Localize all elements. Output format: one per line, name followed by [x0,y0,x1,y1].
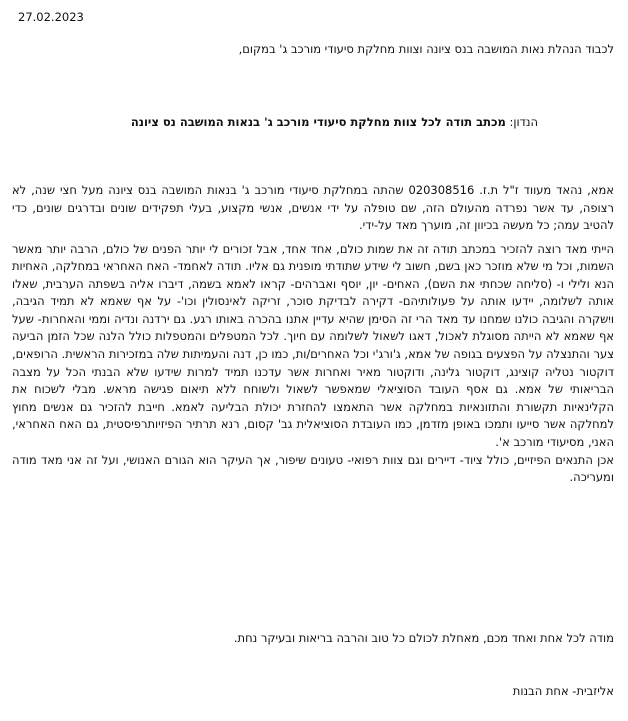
letter-thanks: מודה לכל אחת ואחד מכם, מאחלת לכולם כל טוב והרבה בריאות ובעיקר נחת. [233,631,614,645]
body-paragraph-1: אמא, נהאד מעווד ז"ל ת.ז. 020308516 שהתה במחלקת סיעודי מורכב ג' בנאות המושבה בנס ציונה מעל חצי שנה, לא רצופה, עד אשר נפרדה מהעולם הזה, שם טופלה על ידי אנשים, אנשי מקצוע, בעלי תפקידים שונים ובדרגים שונים, כדי להטיב עמה; כל מעשה בכיוון זה, מוערך מאד על-ידי. [12,183,614,232]
letter-date: 27.02.2023 [18,10,84,24]
letter-addressee: לכבוד הנהלת נאות המושבה בנס ציונה וצוות מחלקת סיעודי מורכב ג' במקום, [238,42,614,56]
body-paragraph-3: אכן התנאים הפיזיים, כולל ציוד- דיירים וגם צוות רפואי- טעונים שיפור, אך העיקר הוא הגורם האנושי, ועל זה אני מאד מודה ומעריכה. [12,452,614,485]
subject-title: מכתב תודה לכל צוות מחלקת סיעודי מורכב ג' בנאות המושבה נס ציונה [130,115,506,129]
letter-body [12,182,614,487]
letter-signature: אליזבית- אחת הבנות [512,684,614,698]
letter-subject [131,115,538,129]
subject-prefix: הנדון: [509,115,538,129]
body-paragraph-2: הייתי מאד רוצה להזכיר במכתב תודה זה את שמות כולם, אחד אחד, אבל זכורים לי יותר הפנים של כולם, הרבה יותר מאשר השמות, וכל מי שלא מוזכר כאן בשם, חשוב לי שידע שתודתי מופנית גם אליו. תודה לאחמד- האח האחראי במחלקה, האחיות הנא ולילי ו- (סליחה שכחתי את השם), האחים- יון, יוסף ואברהים- קראו לאמא בשמה, דיברו אליה בשפתה הערבית, שאלו אותה לשלומה, יידעו אותה על פעולותיהם- דקירה לבדיקת סוכר, זריקה לאינסולין וכו'- על אף שאמא לא תמיד הגיבה, ויִשקרה והגיבה כולנו שמחנו עד מאד הרי זה הסימן שהיא עדיין אתנו בהכרה באותו רגע. גם ירדנה ונדיה וממי והאחרות- שעל אף שאמא לא הייתה מסוגלת לאכול, דאגו לשאול לשלומה עם חיוך. לכל המטפלים והמטפלות כולל הלנה שכל הזמן הביעה צער והתנצלה על הפצעים בגופה של אמא, ג'ורג'י וכל האחרים/ות, כמו כן, דנה והעמיתות שלה במזכירות הראשית. הרופאים, דוקטור נטליה קוצינג, דוקטור גלינה, ודוקטור מאיר ואחרות אשר עדכנו תמיד למרות שידעו שלא הבנתי הכל על מצבה הבריאותי של אמא. גם אסף העובד הסוציאלי שמאפשר לשאול ולשוחח ללא תיאום פגישה מראש. מבלי לשכוח את הקלינאיות תקשורת והתזונאיות במחלקה אשר התאמצו להחזרת יכולת הבליעה לאמא. חייבת להזכיר גם אנשים מחוץ למחלקה אשר סייעו ותמכו באופן מזדמן, כמו העובדת הסוציאלית גב' קסום, רנא תרתיר הפיזיותרפיסטית, גם האח האחראי, האני, מסיעודי מורכב א'. [12,241,614,450]
